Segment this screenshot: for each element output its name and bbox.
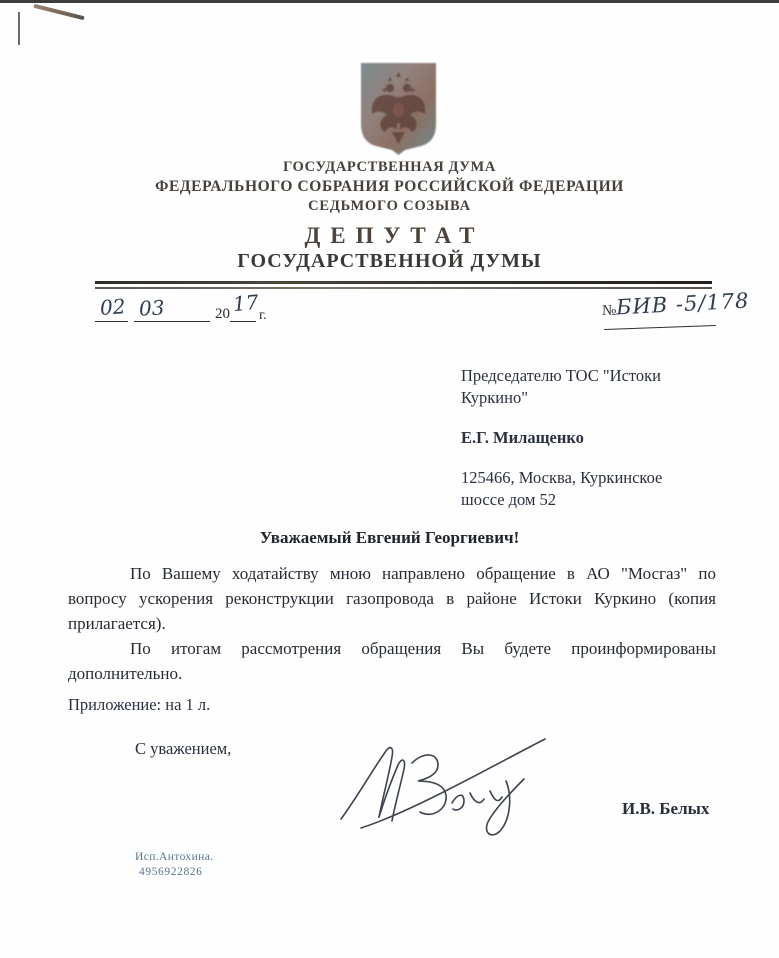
date-underline-year (230, 321, 256, 322)
addressee-name: Е.Г. Милащенко (461, 428, 584, 447)
body-paragraph-2: По итогам рассмотрения обращения Вы будете проинформированы дополнительно. (68, 639, 716, 683)
number-sign: № (602, 303, 617, 319)
handwritten-month: 03 (138, 295, 166, 321)
addressee-position: Председателю ТОС "Истоки Куркино" (461, 366, 661, 407)
year-label: г. (259, 308, 267, 323)
scan-top-edge (0, 0, 779, 3)
letterhead-title: ДЕПУТАТ (304, 223, 485, 248)
separator-rule-top (95, 281, 712, 284)
addressee-block (461, 365, 693, 511)
body-paragraph-1: По Вашему ходатайству мною направлено обращение в АО "Мосгаз" по вопросу ускорения реконструкции газопровода в районе Истоки Куркино (копия прилагается). (68, 564, 716, 633)
org-name-line3: СЕДЬМОГО СОЗЫВА (308, 198, 471, 214)
letter-body (68, 561, 716, 686)
handwritten-day: 02 (99, 294, 127, 320)
scan-artifact-vertical-mark (18, 12, 20, 45)
addressee-address: 125466, Москва, Куркинское шоссе дом 52 (461, 468, 663, 509)
executor-phone: 4956922826 (139, 866, 203, 878)
separator-rule-bottom (95, 287, 712, 289)
closing-phrase: С уважением, (135, 739, 232, 758)
executor-name: Исп.Антохина. (135, 851, 214, 863)
number-underline (604, 325, 716, 330)
letterhead-subtitle: ГОСУДАРСТВЕННОЙ ДУМЫ (237, 250, 542, 272)
handwritten-signature (333, 731, 551, 851)
salutation: Уважаемый Евгений Георгиевич! (259, 528, 520, 547)
date-underline-month (134, 321, 210, 322)
handwritten-document-number: БИВ -5/178 (615, 288, 751, 320)
handwritten-year-suffix: 17 (232, 289, 260, 317)
signer-name: И.В. Белых (622, 799, 710, 818)
scan-artifact-pen-mark (33, 4, 84, 20)
attachment-note: Приложение: на 1 л. (68, 695, 211, 714)
org-name-line2: ФЕДЕРАЛЬНОГО СОБРАНИЯ РОССИЙСКОЙ ФЕДЕРАЦИИ (155, 178, 624, 195)
org-name-line1: ГОСУДАРСТВЕННАЯ ДУМА (283, 159, 496, 175)
russian-coat-of-arms-icon (358, 60, 439, 156)
year-prefix: 20 (215, 306, 230, 322)
date-underline-day (95, 321, 128, 322)
